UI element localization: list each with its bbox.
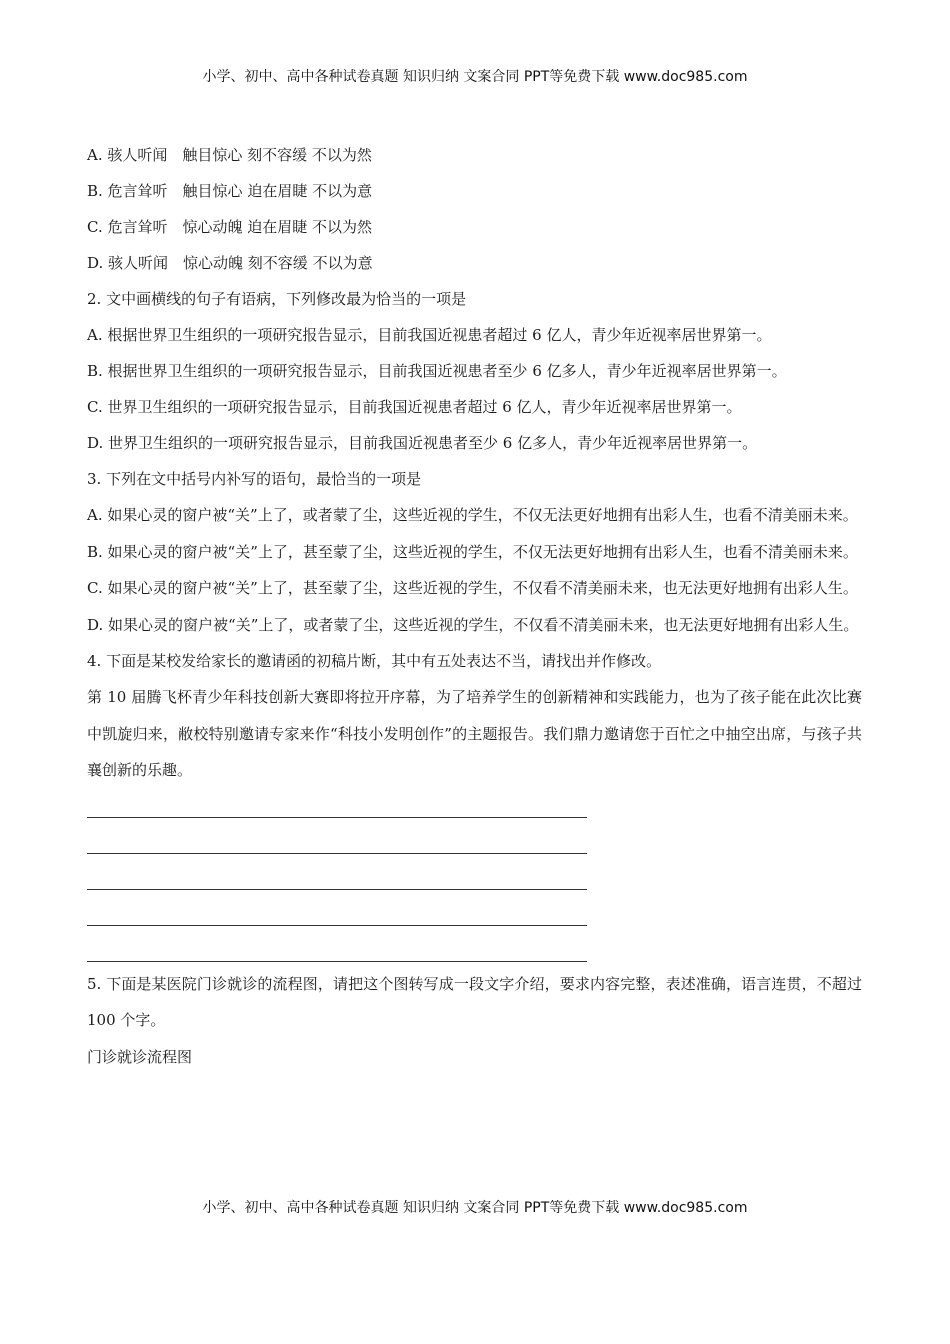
q3-stem: 3. 下列在文中括号内补写的语句，最恰当的一项是 <box>87 470 422 488</box>
answer-line[interactable] <box>87 926 587 962</box>
q2-option-b: B. 根据世界卫生组织的一项研究报告显示，目前我国近视患者至少 6 亿多人，青少年近视率居世界第一。 <box>87 362 787 380</box>
q4-stem: 4. 下面是某校发给家长的邀请函的初稿片断，其中有五处表达不当，请找出并作修改。 <box>87 652 662 670</box>
q1-option-d: D. 骇人听闻 惊心动魄 刻不容缓 不以为意 <box>87 254 373 272</box>
question-3 <box>87 461 862 643</box>
question-2 <box>87 281 862 461</box>
q2-option-d: D. 世界卫生组织的一项研究报告显示，目前我国近视患者至少 6 亿多人，青少年近视率居世界第一。 <box>87 434 758 452</box>
exam-content <box>87 137 862 1075</box>
q3-option-a: A. 如果心灵的窗户被“关”上了，或者蒙了尘，这些近视的学生，不仅无法更好地拥有出彩人生，也看不清美丽未来。 <box>87 506 858 524</box>
answer-line[interactable] <box>87 818 587 854</box>
q1-option-b: B. 危言耸听 触目惊心 迫在眉睫 不以为意 <box>87 182 373 200</box>
answer-line[interactable] <box>87 854 587 890</box>
q2-option-a: A. 根据世界卫生组织的一项研究报告显示，目前我国近视患者超过 6 亿人，青少年近视率居世界第一。 <box>87 326 772 344</box>
answer-line[interactable] <box>87 890 587 926</box>
page-header-watermark: 小学、初中、高中各种试卷真题 知识归纳 文案合同 PPT等免费下载 www.doc985.com <box>202 69 748 85</box>
q1-option-c: C. 危言耸听 惊心动魄 迫在眉睫 不以为然 <box>87 218 373 236</box>
answer-line[interactable] <box>87 796 587 818</box>
q3-option-d: D. 如果心灵的窗户被“关”上了，或者蒙了尘，这些近视的学生，不仅看不清美丽未来，也无法更好地拥有出彩人生。 <box>87 615 859 634</box>
question-5 <box>87 966 862 1075</box>
q2-stem: 2. 文中画横线的句子有语病，下列修改最为恰当的一项是 <box>87 290 467 308</box>
q5-stem: 5. 下面是某医院门诊就诊的流程图，请把这个图转写成一段文字介绍，要求内容完整，表述准确，语言连贯，不超过 100 个字。 <box>87 974 862 1029</box>
q4-passage: 第 10 届腾飞杯青少年科技创新大赛即将拉开序幕，为了培养学生的创新精神和实践能力，也为了孩子能在此次比赛中凯旋归来，敝校特别邀请专家来作“科技小发明创作”的主题报告。我们鼎力邀请您于百忙之中抽空出席，与孩子共襄创新的乐趣。 <box>87 688 862 779</box>
q1-options <box>87 137 862 281</box>
question-4 <box>87 643 862 962</box>
q2-option-c: C. 世界卫生组织的一项研究报告显示，目前我国近视患者超过 6 亿人，青少年近视率居世界第一。 <box>87 398 742 416</box>
q3-option-c: C. 如果心灵的窗户被“关”上了，甚至蒙了尘，这些近视的学生，不仅看不清美丽未来，也无法更好地拥有出彩人生。 <box>87 579 858 597</box>
q4-answer-area[interactable] <box>87 796 862 962</box>
q3-option-b: B. 如果心灵的窗户被“关”上了，甚至蒙了尘，这些近视的学生，不仅无法更好地拥有出彩人生，也看不清美丽未来。 <box>87 542 858 561</box>
q5-caption: 门诊就诊流程图 <box>87 1047 193 1066</box>
q1-option-a: A. 骇人听闻 触目惊心 刻不容缓 不以为然 <box>87 146 372 164</box>
page-footer-watermark: 小学、初中、高中各种试卷真题 知识归纳 文案合同 PPT等免费下载 www.doc985.com <box>202 1200 748 1216</box>
